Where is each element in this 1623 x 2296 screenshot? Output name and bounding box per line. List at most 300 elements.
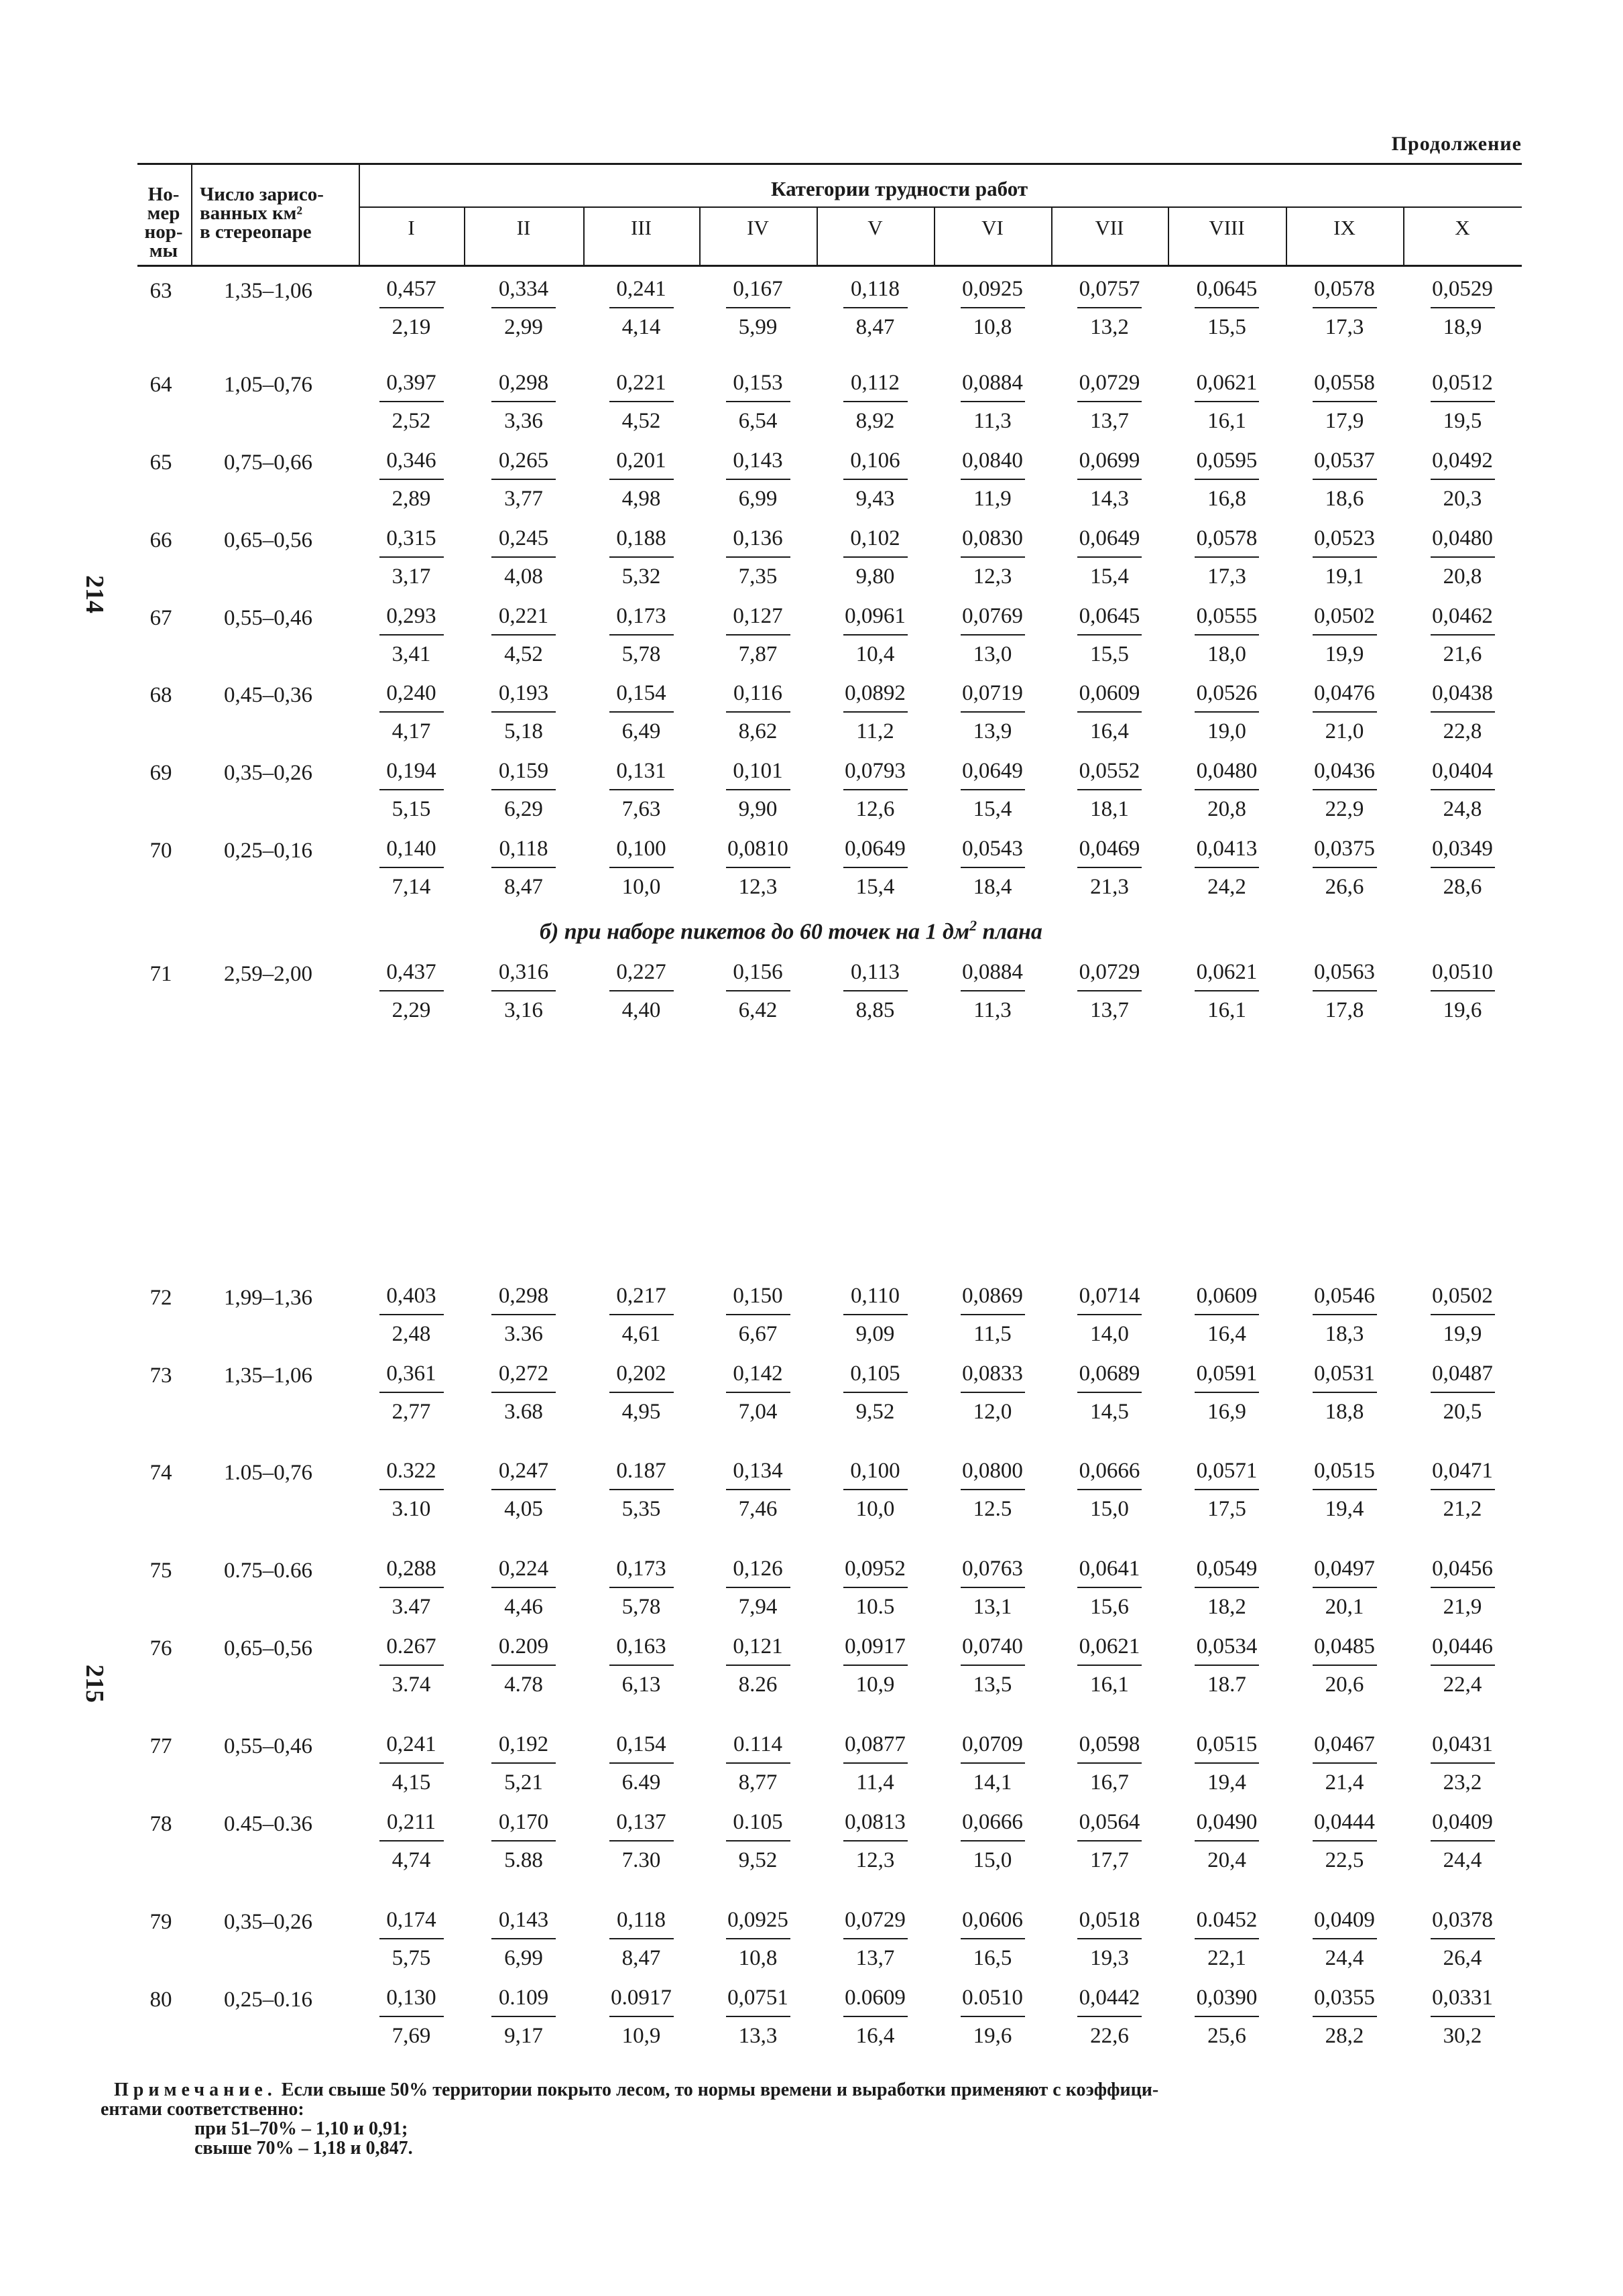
area-range: 1,99–1,36	[224, 1286, 312, 1310]
output-norm-value: 16,1	[1090, 1673, 1129, 1697]
norm-fraction-cell	[1066, 603, 1153, 667]
output-norm-value: 8,47	[621, 1946, 661, 1970]
time-norm-value: 0,221	[498, 604, 549, 628]
output-norm-value: 2,52	[392, 409, 431, 433]
fraction-line	[961, 556, 1025, 558]
time-norm-value: 0,0543	[962, 837, 1023, 861]
time-norm-value: 0,298	[498, 1284, 549, 1308]
fraction-line	[379, 479, 444, 480]
time-norm-value: 0,0840	[962, 448, 1023, 473]
area-range: 1,05–0,76	[224, 373, 312, 397]
time-norm-value: 0,0515	[1314, 1459, 1375, 1483]
norm-fraction-cell	[949, 680, 1036, 744]
norm-fraction-cell	[1419, 1361, 1506, 1425]
time-norm-value: 0,0563	[1314, 960, 1375, 984]
fraction-line	[1313, 307, 1377, 308]
fraction-line	[1431, 990, 1495, 991]
output-norm-value: 5,99	[738, 315, 778, 339]
fraction-line	[726, 867, 790, 868]
fraction-line	[1313, 711, 1377, 713]
time-norm-value: 0,272	[498, 1362, 549, 1386]
output-norm-value: 6,13	[621, 1673, 661, 1697]
norm-fraction-cell	[1419, 1283, 1506, 1347]
norm-fraction-cell	[1301, 1283, 1388, 1347]
fraction-line	[1077, 711, 1142, 713]
fraction-line	[1313, 401, 1377, 402]
norm-fraction-cell	[1301, 1809, 1388, 1873]
fraction-line	[843, 1587, 908, 1588]
fraction-line	[1313, 479, 1377, 480]
time-norm-value: 0,137	[616, 1810, 666, 1834]
category-header-5: V	[867, 216, 883, 239]
time-norm-value: 0,247	[498, 1459, 549, 1483]
output-norm-value: 4,17	[392, 719, 431, 743]
fraction-line	[961, 401, 1025, 402]
output-norm-value: 16,1	[1207, 998, 1246, 1022]
norm-number: 66	[149, 528, 172, 552]
fraction-line	[1431, 1587, 1495, 1588]
output-norm-value: 15,0	[973, 1848, 1012, 1872]
time-norm-value: 0,0518	[1079, 1908, 1140, 1932]
norm-fraction-cell	[715, 370, 802, 434]
output-norm-value: 21,6	[1443, 642, 1482, 666]
norm-fraction-cell	[598, 1283, 685, 1347]
continuation-label: Продолжение	[1391, 133, 1522, 155]
output-norm-value: 20,8	[1207, 797, 1246, 821]
output-norm-value: 18.7	[1207, 1673, 1246, 1697]
output-norm-value: 6,99	[504, 1946, 543, 1970]
norm-fraction-cell	[832, 603, 919, 667]
fraction-line	[961, 307, 1025, 308]
time-norm-value: 0,154	[616, 1732, 666, 1756]
time-norm-value: 0,173	[616, 1557, 666, 1581]
output-norm-value: 16,4	[855, 2024, 895, 2048]
time-norm-value: 0,0666	[962, 1810, 1023, 1834]
output-norm-value: 4,74	[392, 1848, 431, 1872]
fraction-line	[1077, 1840, 1142, 1841]
norm-fraction-cell	[949, 836, 1036, 900]
output-norm-value: 18,2	[1207, 1595, 1246, 1619]
norm-fraction-cell	[1066, 1809, 1153, 1873]
time-norm-value: 0,0719	[962, 681, 1023, 705]
time-norm-value: 0.105	[733, 1810, 783, 1834]
output-norm-value: 11,2	[856, 719, 894, 743]
output-norm-value: 2,99	[504, 315, 543, 339]
norm-fraction-cell	[1066, 1907, 1153, 1971]
fraction-line	[609, 1840, 674, 1841]
output-norm-value: 15,5	[1207, 315, 1246, 339]
time-norm-value: 0,0523	[1314, 526, 1375, 550]
norm-fraction-cell	[368, 1985, 455, 2049]
output-norm-value: 2,19	[392, 315, 431, 339]
output-norm-value: 13,7	[855, 1946, 895, 1970]
fraction-line	[609, 1489, 674, 1490]
fraction-line	[491, 1392, 556, 1393]
output-norm-value: 5,78	[621, 1595, 661, 1619]
norm-number: 67	[149, 606, 172, 630]
time-norm-value: 0,0492	[1432, 448, 1493, 473]
norm-fraction-cell	[832, 758, 919, 822]
norm-fraction-cell	[832, 1458, 919, 1522]
output-norm-value: 5.88	[504, 1848, 543, 1872]
output-norm-value: 10,8	[973, 315, 1012, 339]
header-vline-2	[359, 163, 360, 266]
norm-fraction-cell	[1301, 758, 1388, 822]
norm-fraction-cell	[368, 448, 455, 511]
output-norm-value: 22,5	[1325, 1848, 1364, 1872]
time-norm-value: 0,0757	[1079, 277, 1140, 301]
output-norm-value: 16,8	[1207, 487, 1246, 511]
time-norm-value: 0,0961	[845, 604, 906, 628]
time-norm-value: 0,0444	[1314, 1810, 1375, 1834]
fraction-line	[961, 1938, 1025, 1939]
fraction-line	[726, 1392, 790, 1393]
time-norm-value: 0,0833	[962, 1362, 1023, 1386]
fraction-line	[1313, 1762, 1377, 1764]
time-norm-value: 0,0546	[1314, 1284, 1375, 1308]
fraction-line	[726, 789, 790, 790]
fraction-line	[1431, 1392, 1495, 1393]
time-norm-value: 0,170	[498, 1810, 549, 1834]
time-norm-value: 0,0446	[1432, 1634, 1493, 1658]
norm-fraction-cell	[715, 959, 802, 1023]
time-norm-value: 0.0917	[611, 1986, 672, 2010]
time-norm-value: 0,118	[850, 277, 900, 301]
fraction-line	[726, 2016, 790, 2017]
norm-fraction-cell	[598, 1907, 685, 1971]
fraction-line	[1313, 1938, 1377, 1939]
fraction-line	[843, 479, 908, 480]
norm-fraction-cell	[598, 836, 685, 900]
output-norm-value: 8,77	[738, 1770, 778, 1795]
fraction-line	[843, 556, 908, 558]
output-norm-value: 11,4	[856, 1770, 894, 1795]
fraction-line	[1195, 867, 1259, 868]
fraction-line	[491, 1314, 556, 1315]
fraction-line	[1313, 556, 1377, 558]
norm-fraction-cell	[1419, 448, 1506, 511]
output-norm-value: 5,78	[621, 642, 661, 666]
norm-fraction-cell	[598, 603, 685, 667]
time-norm-value: 0,437	[386, 960, 436, 984]
time-norm-value: 0,121	[733, 1634, 783, 1658]
fraction-line	[843, 307, 908, 308]
category-vline	[699, 206, 701, 266]
output-norm-value: 8,62	[738, 719, 778, 743]
fraction-line	[1313, 1587, 1377, 1588]
fraction-line	[1431, 1762, 1495, 1764]
fraction-line	[1195, 479, 1259, 480]
output-norm-value: 24,4	[1443, 1848, 1482, 1872]
output-norm-value: 20,4	[1207, 1848, 1246, 1872]
time-norm-value: 0,0409	[1432, 1810, 1493, 1834]
fraction-line	[726, 1587, 790, 1588]
fraction-line	[1077, 556, 1142, 558]
norm-fraction-cell	[715, 680, 802, 744]
category-vline	[934, 206, 935, 266]
time-norm-value: 0,163	[616, 1634, 666, 1658]
time-norm-value: 0,143	[498, 1908, 549, 1932]
fraction-line	[379, 1840, 444, 1841]
output-norm-value: 7,46	[738, 1497, 778, 1521]
output-norm-value: 18,8	[1325, 1400, 1364, 1424]
norm-fraction-cell	[368, 758, 455, 822]
time-norm-value: 0,131	[616, 759, 666, 783]
fraction-line	[1195, 1489, 1259, 1490]
fraction-line	[961, 1392, 1025, 1393]
time-norm-value: 0,0649	[845, 837, 906, 861]
fraction-line	[609, 1314, 674, 1315]
area-range: 0,55–0,46	[224, 606, 312, 630]
fraction-line	[961, 1314, 1025, 1315]
time-norm-value: 0,150	[733, 1284, 783, 1308]
output-norm-value: 12,3	[973, 564, 1012, 589]
output-norm-value: 19,9	[1325, 642, 1364, 666]
time-norm-value: 0,0641	[1079, 1557, 1140, 1581]
norm-fraction-cell	[1301, 276, 1388, 340]
output-norm-value: 9,17	[504, 2024, 543, 2048]
output-norm-value: 18,6	[1325, 487, 1364, 511]
fraction-line	[726, 1938, 790, 1939]
output-norm-value: 23,2	[1443, 1770, 1482, 1795]
time-norm-value: 0,0645	[1079, 604, 1140, 628]
norm-fraction-cell	[1183, 370, 1270, 434]
norm-fraction-cell	[949, 1283, 1036, 1347]
fraction-line	[961, 867, 1025, 868]
fraction-line	[1077, 1587, 1142, 1588]
norm-number: 65	[149, 450, 172, 475]
fraction-line	[379, 307, 444, 308]
output-norm-value: 12,6	[855, 797, 895, 821]
time-norm-value: 0,188	[616, 526, 666, 550]
output-norm-value: 3.47	[392, 1595, 431, 1619]
output-norm-value: 20,1	[1325, 1595, 1364, 1619]
fraction-line	[1431, 1665, 1495, 1666]
time-norm-value: 0,0349	[1432, 837, 1493, 861]
norm-fraction-cell	[480, 1809, 567, 1873]
norm-fraction-cell	[715, 758, 802, 822]
output-norm-value: 11,3	[973, 409, 1012, 433]
output-norm-value: 12,3	[738, 875, 778, 899]
output-norm-value: 13,2	[1090, 315, 1129, 339]
time-norm-value: 0,0699	[1079, 448, 1140, 473]
fraction-line	[491, 711, 556, 713]
output-norm-value: 16,4	[1207, 1322, 1246, 1346]
norm-fraction-cell	[1301, 1985, 1388, 2049]
norm-fraction-cell	[368, 959, 455, 1023]
time-norm-value: 0,334	[498, 277, 549, 301]
norm-fraction-cell	[715, 448, 802, 511]
norm-fraction-cell	[480, 448, 567, 511]
norm-fraction-cell	[1419, 370, 1506, 434]
output-norm-value: 22,9	[1325, 797, 1364, 821]
time-norm-value: 0,0609	[1079, 681, 1140, 705]
fraction-line	[843, 2016, 908, 2017]
output-norm-value: 13,9	[973, 719, 1012, 743]
norm-fraction-cell	[480, 1458, 567, 1522]
fraction-line	[609, 479, 674, 480]
fraction-line	[1077, 1665, 1142, 1666]
time-norm-value: 0,0813	[845, 1810, 906, 1834]
time-norm-value: 0,173	[616, 604, 666, 628]
output-norm-value: 24,8	[1443, 797, 1482, 821]
fraction-line	[961, 479, 1025, 480]
fraction-line	[609, 1587, 674, 1588]
norm-fraction-cell	[1183, 1361, 1270, 1425]
time-norm-value: 0,0485	[1314, 1634, 1375, 1658]
category-vline	[1051, 206, 1053, 266]
norm-fraction-cell	[368, 1634, 455, 1697]
area-range: 0,25–0.16	[224, 1988, 312, 2012]
norm-fraction-cell	[949, 1732, 1036, 1795]
norm-fraction-cell	[832, 370, 919, 434]
output-norm-value: 9,52	[855, 1400, 895, 1424]
fraction-line	[379, 867, 444, 868]
time-norm-value: 0,194	[386, 759, 436, 783]
fraction-line	[609, 556, 674, 558]
norm-fraction-cell	[1419, 276, 1506, 340]
norm-fraction-cell	[1183, 603, 1270, 667]
time-norm-value: 0,361	[386, 1362, 436, 1386]
fraction-line	[726, 634, 790, 636]
fraction-line	[491, 990, 556, 991]
output-norm-value: 20,5	[1443, 1400, 1482, 1424]
fraction-line	[609, 1392, 674, 1393]
fraction-line	[843, 1489, 908, 1490]
output-norm-value: 9,09	[855, 1322, 895, 1346]
norm-fraction-cell	[368, 603, 455, 667]
norm-fraction-cell	[715, 1907, 802, 1971]
output-norm-value: 30,2	[1443, 2024, 1482, 2048]
output-norm-value: 13,7	[1090, 998, 1129, 1022]
norm-fraction-cell	[1419, 758, 1506, 822]
header-area: Число зарисо- ванных км² в стереопаре	[200, 184, 324, 243]
time-norm-value: 0,0917	[845, 1634, 906, 1658]
time-norm-value: 0,0578	[1196, 526, 1258, 550]
norm-number: 71	[149, 962, 172, 986]
category-vline	[817, 206, 818, 266]
time-norm-value: 0,0598	[1079, 1732, 1140, 1756]
output-norm-value: 4,52	[504, 642, 543, 666]
fraction-line	[1077, 2016, 1142, 2017]
norm-fraction-cell	[598, 370, 685, 434]
time-norm-value: 0,240	[386, 681, 436, 705]
output-norm-value: 4,61	[621, 1322, 661, 1346]
norm-fraction-cell	[715, 1458, 802, 1522]
output-norm-value: 19,6	[973, 2024, 1012, 2048]
fraction-line	[609, 1762, 674, 1764]
norm-fraction-cell	[1419, 526, 1506, 589]
category-header-3: III	[631, 216, 652, 239]
output-norm-value: 3,36	[504, 409, 543, 433]
norm-number: 63	[149, 279, 172, 303]
time-norm-value: 0,0869	[962, 1284, 1023, 1308]
norm-fraction-cell	[1183, 526, 1270, 589]
norm-fraction-cell	[1066, 276, 1153, 340]
output-norm-value: 22,6	[1090, 2024, 1129, 2048]
time-norm-value: 0,0666	[1079, 1459, 1140, 1483]
time-norm-value: 0,0763	[962, 1557, 1023, 1581]
fraction-line	[961, 2016, 1025, 2017]
output-norm-value: 7,94	[738, 1595, 778, 1619]
time-norm-value: 0,0413	[1196, 837, 1258, 861]
category-vline	[583, 206, 585, 266]
output-norm-value: 5,18	[504, 719, 543, 743]
output-norm-value: 6,67	[738, 1322, 778, 1346]
output-norm-value: 6.49	[621, 1770, 661, 1795]
time-norm-value: 0,0436	[1314, 759, 1375, 783]
norm-number: 75	[149, 1559, 172, 1583]
output-norm-value: 11,9	[973, 487, 1012, 511]
norm-number: 74	[149, 1461, 172, 1485]
fraction-line	[726, 1762, 790, 1764]
fraction-line	[1431, 1938, 1495, 1939]
fraction-line	[1077, 479, 1142, 480]
output-norm-value: 20,6	[1325, 1673, 1364, 1697]
time-norm-value: 0,241	[386, 1732, 436, 1756]
output-norm-value: 25,6	[1207, 2024, 1246, 2048]
fraction-line	[961, 1840, 1025, 1841]
norm-fraction-cell	[949, 276, 1036, 340]
fraction-line	[609, 1938, 674, 1939]
time-norm-value: 0,288	[386, 1557, 436, 1581]
category-header-10: X	[1455, 216, 1470, 239]
fraction-line	[1431, 1489, 1495, 1490]
fraction-line	[1195, 401, 1259, 402]
fraction-line	[843, 789, 908, 790]
norm-fraction-cell	[368, 1556, 455, 1620]
fraction-line	[843, 1665, 908, 1666]
norm-fraction-cell	[1183, 758, 1270, 822]
time-norm-value: 0,116	[733, 681, 783, 705]
time-norm-value: 0,316	[498, 960, 549, 984]
norm-fraction-cell	[1066, 758, 1153, 822]
fraction-line	[726, 1665, 790, 1666]
norm-fraction-cell	[598, 1985, 685, 2049]
time-norm-value: 0,0649	[1079, 526, 1140, 550]
fraction-line	[726, 1840, 790, 1841]
norm-fraction-cell	[480, 1907, 567, 1971]
norm-fraction-cell	[1066, 1556, 1153, 1620]
time-norm-value: 0,298	[498, 371, 549, 395]
norm-fraction-cell	[832, 680, 919, 744]
fraction-line	[1077, 990, 1142, 991]
time-norm-value: 0,0442	[1079, 1986, 1140, 2010]
category-header-2: II	[516, 216, 531, 239]
norm-fraction-cell	[480, 959, 567, 1023]
output-norm-value: 6,54	[738, 409, 778, 433]
norm-fraction-cell	[598, 448, 685, 511]
output-norm-value: 16,4	[1090, 719, 1129, 743]
fraction-line	[1077, 307, 1142, 308]
time-norm-value: 0,0502	[1432, 1284, 1493, 1308]
output-norm-value: 4,05	[504, 1497, 543, 1521]
fraction-line	[961, 1665, 1025, 1666]
norm-fraction-cell	[1066, 959, 1153, 1023]
output-norm-value: 19,9	[1443, 1322, 1482, 1346]
output-norm-value: 2,89	[392, 487, 431, 511]
area-range: 0,55–0,46	[224, 1734, 312, 1758]
output-norm-value: 19,4	[1207, 1770, 1246, 1795]
norm-fraction-cell	[1419, 1985, 1506, 2049]
norm-fraction-cell	[598, 680, 685, 744]
output-norm-value: 4,52	[621, 409, 661, 433]
fraction-line	[1077, 634, 1142, 636]
area-range: 0,45–0,36	[224, 683, 312, 707]
output-norm-value: 20,8	[1443, 564, 1482, 589]
output-norm-value: 16,7	[1090, 1770, 1129, 1795]
time-norm-value: 0,106	[850, 448, 900, 473]
